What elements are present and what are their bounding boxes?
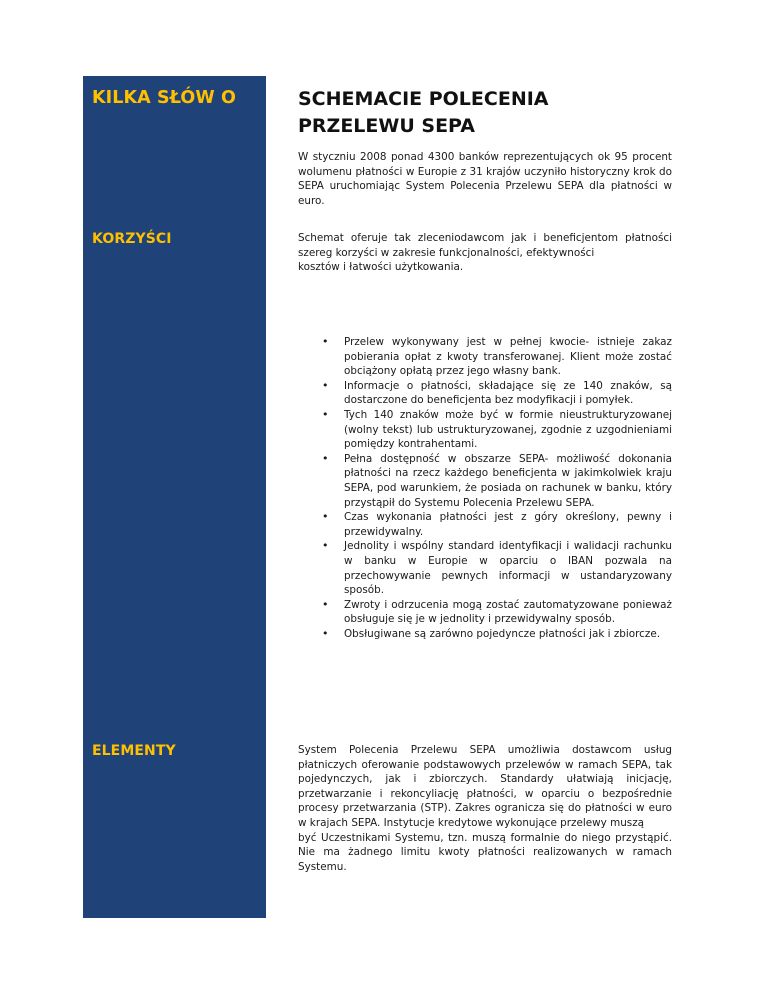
benefits-intro: [298, 231, 672, 275]
list-item: [298, 510, 672, 539]
bullet-icon: •: [322, 407, 329, 421]
list-item: [298, 379, 672, 408]
benefit-text: Informacje o płatności, składające się ze 140 znaków, są dostarczone do beneficjenta bez modyfikacji i pomyłek.: [344, 379, 672, 407]
elements-line-1: System Polecenia Przelewu SEPA umożliwia dostawcom usług płatniczych oferowanie podstawowych przelewów w ramach SEPA, tak pojedynczych, jak i zbiorczych. Standardy ułatwiają inicjację, przetwarzanie i rekoncyliację płatności, w oparciu o bezpośrednie procesy przetwarzania (STP). Zakres ogranicza się do płatności w euro w krajach SEPA. Instytucje kredytowe wykonujące przelewy muszą: [298, 744, 672, 829]
benefit-text: Obsługiwane są zarówno pojedyncze płatności jak i zbiorcze.: [344, 627, 661, 640]
list-item: [298, 598, 672, 627]
benefit-text: Czas wykonania płatności jest z góry określony, pewny i przewidywalny.: [344, 511, 672, 538]
benefits-intro-line-1: Schemat oferuje tak zleceniodawcom jak i beneficjentom płatności szereg korzyści w zakresie funkcjonalności, efektywności: [298, 232, 672, 259]
page-title-line-2: PRZELEWU SEPA: [298, 115, 475, 137]
elements-line-2: być Uczestnikami Systemu, tzn. muszą formalnie do niego przystąpić. Nie ma żadnego limitu kwoty płatności realizowanych w ramach Systemu.: [298, 831, 672, 873]
sidebar-heading-elements: ELEMENTY: [92, 743, 176, 759]
sidebar-heading-intro: KILKA SŁÓW O: [92, 88, 236, 108]
list-item: [298, 452, 672, 510]
intro-paragraph: W styczniu 2008 ponad 4300 banków reprezentujących ok 95 procent wolumenu płatności w Europie z 31 krajów uczyniło historyczny krok do SEPA uruchomiając System Polecenia Przelewu SEPA dla płatności w euro.: [298, 151, 672, 207]
list-item: [298, 539, 672, 597]
benefits-list: [298, 335, 672, 641]
elements-paragraph: [298, 743, 672, 874]
benefits-intro-line-2: kosztów i łatwości użytkowania.: [298, 261, 464, 274]
page-title: [298, 86, 672, 140]
bullet-icon: •: [322, 451, 329, 465]
bullet-icon: •: [322, 626, 329, 640]
sidebar-panel: [83, 76, 266, 918]
bullet-icon: •: [322, 539, 329, 553]
benefit-text: Tych 140 znaków może być w formie nieustrukturyzowanej (wolny tekst) lub ustrukturyzowanej, zgodnie z uzgodnieniami pomiędzy kontrahentami.: [344, 408, 672, 451]
bullet-icon: •: [322, 510, 329, 524]
bullet-icon: •: [322, 335, 329, 348]
benefit-text: Zwroty i odrzucenia mogą zostać zautomatyzowane ponieważ obsługuje się je w jednolity i przewidywalny sposób.: [344, 598, 672, 626]
bullet-icon: •: [322, 597, 329, 611]
page-title-line-1: SCHEMACIE POLECENIA: [298, 88, 549, 110]
sidebar-heading-benefits: KORZYŚCI: [92, 231, 172, 247]
list-item: [298, 408, 672, 452]
benefit-text: Pełna dostępność w obszarze SEPA- możliwość dokonania płatności na rzecz każdego beneficjenta w jakimkolwiek kraju SEPA, pod warunkiem, że posiada on rachunek w banku, który przystąpił do Systemu Polecenia Przelewu SEPA.: [344, 452, 672, 509]
benefit-text: Przelew wykonywany jest w pełnej kwocie- istnieje zakaz pobierania opłat z kwoty transferowanej. Klient może zostać obciążony opłatą przez jego własny bank.: [344, 336, 672, 378]
bullet-icon: •: [322, 378, 329, 392]
list-item: [298, 627, 672, 642]
list-item: [298, 335, 672, 379]
benefit-text: Jednolity i wspólny standard identyfikacji i walidacji rachunku w banku w Europie w oparciu o IBAN pozwala na przechowywanie pewnych informacji w ustandaryzowany sposób.: [344, 540, 672, 597]
